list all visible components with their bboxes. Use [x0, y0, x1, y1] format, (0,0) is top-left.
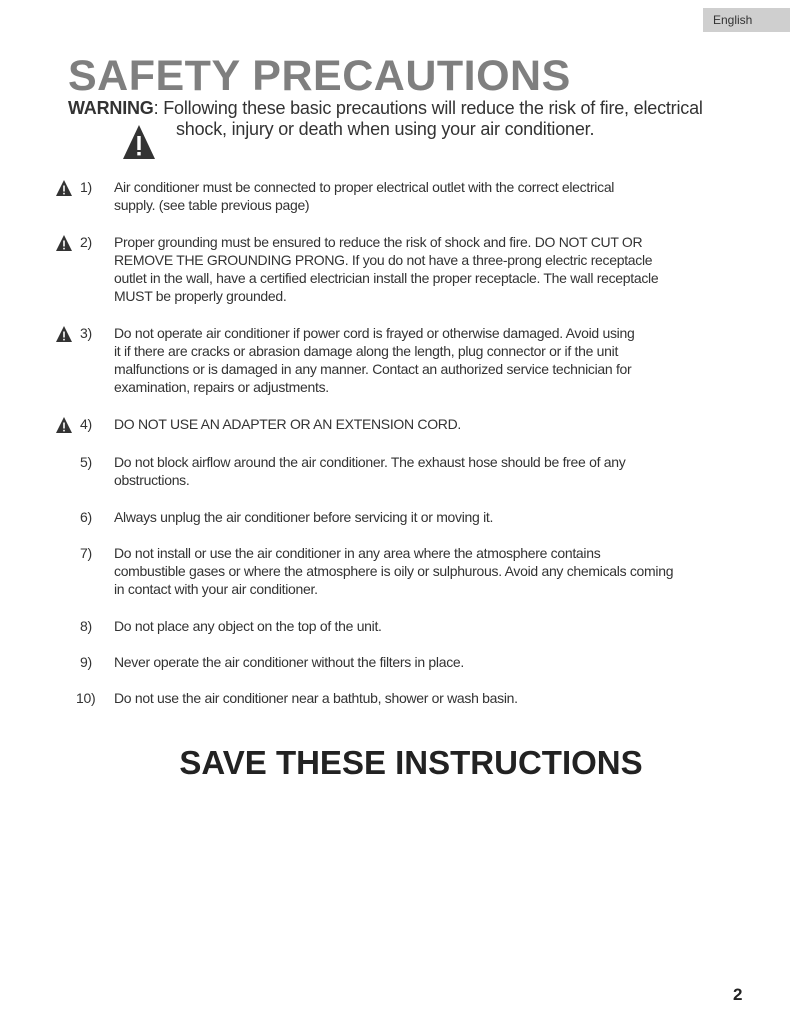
item-text-line: Never operate the air conditioner without the filters in place.: [114, 654, 464, 670]
item-number: 2): [80, 234, 92, 250]
item-number: 10): [76, 690, 96, 706]
item-number: 3): [80, 325, 92, 341]
item-text: [114, 508, 493, 526]
page-title: SAFETY PRECAUTIONS: [68, 52, 571, 100]
warning-line-1: Following these basic precautions will reduce the risk of fire, electrical: [163, 98, 703, 118]
item-number: 7): [80, 545, 92, 561]
page-number: 2: [733, 985, 743, 1004]
warning-triangle-icon: [56, 235, 72, 251]
item-text-line: Do not use the air conditioner near a bathtub, shower or wash basin.: [114, 690, 518, 706]
warning-triangle-icon: [56, 326, 72, 342]
item-text: [114, 653, 464, 671]
item-text-line: obstructions.: [114, 472, 190, 488]
language-tab: English: [703, 8, 790, 32]
item-text-line: Always unplug the air conditioner before servicing it or moving it.: [114, 509, 494, 525]
item-text: [114, 233, 658, 305]
save-instructions-heading: SAVE THESE INSTRUCTIONS: [179, 744, 643, 781]
warning-statement: [68, 98, 703, 139]
item-number: 8): [80, 618, 92, 634]
item-text-line: Do not install or use the air conditioner in any area where the atmosphere contains: [114, 545, 601, 561]
item-text-line: in contact with your air conditioner.: [114, 581, 318, 597]
item-text-line: combustible gases or where the atmosphere is oily or sulphurous. Avoid any chemicals coming: [114, 563, 674, 579]
item-text-line: examination, repairs or adjustments.: [114, 379, 329, 395]
item-text-line: Do not block airflow around the air conditioner. The exhaust hose should be free of any: [114, 454, 626, 470]
item-text: [114, 544, 673, 598]
item-text-line: Do not operate air conditioner if power cord is frayed or otherwise damaged. Avoid using: [114, 325, 635, 341]
item-number: 9): [80, 654, 92, 670]
item-text-line: it if there are cracks or abrasion damage along the length, plug connector or if the unit: [114, 343, 619, 359]
item-number: 5): [80, 454, 92, 470]
item-text-line: outlet in the wall, have a certified electrician install the proper receptacle. The wall receptacle: [114, 270, 659, 286]
item-text-line: Do not place any object on the top of the unit.: [114, 618, 382, 634]
item-text: [114, 324, 634, 396]
warning-triangle-icon: [56, 180, 72, 196]
warning-line-2: shock, injury or death when using your air conditioner.: [176, 119, 595, 139]
warning-colon: :: [153, 98, 159, 118]
item-text-line: Air conditioner must be connected to proper electrical outlet with the correct electrical: [114, 179, 615, 195]
warning-triangle-icon: [56, 417, 72, 433]
item-text: [114, 178, 614, 214]
item-text: [114, 453, 625, 489]
warning-triangle-icon: [122, 124, 156, 160]
item-text-line: DO NOT USE AN ADAPTER OR AN EXTENSION CORD.: [114, 416, 462, 432]
item-text: [114, 617, 382, 635]
item-text-line: malfunctions or is damaged in any manner. Contact an authorized service technician for: [114, 361, 632, 377]
item-number: 1): [80, 179, 92, 195]
warning-label: WARNING: [68, 98, 154, 118]
item-text: [114, 415, 461, 433]
item-number: 6): [80, 509, 92, 525]
item-text-line: Proper grounding must be ensured to reduce the risk of shock and fire. DO NOT CUT OR: [114, 234, 643, 250]
item-text-line: MUST be properly grounded.: [114, 288, 287, 304]
item-text-line: REMOVE THE GROUNDING PRONG. If you do not have a three-prong electric receptacle: [114, 252, 653, 268]
item-text: [114, 689, 518, 707]
item-text-line: supply. (see table previous page): [114, 197, 310, 213]
item-number: 4): [80, 416, 92, 432]
